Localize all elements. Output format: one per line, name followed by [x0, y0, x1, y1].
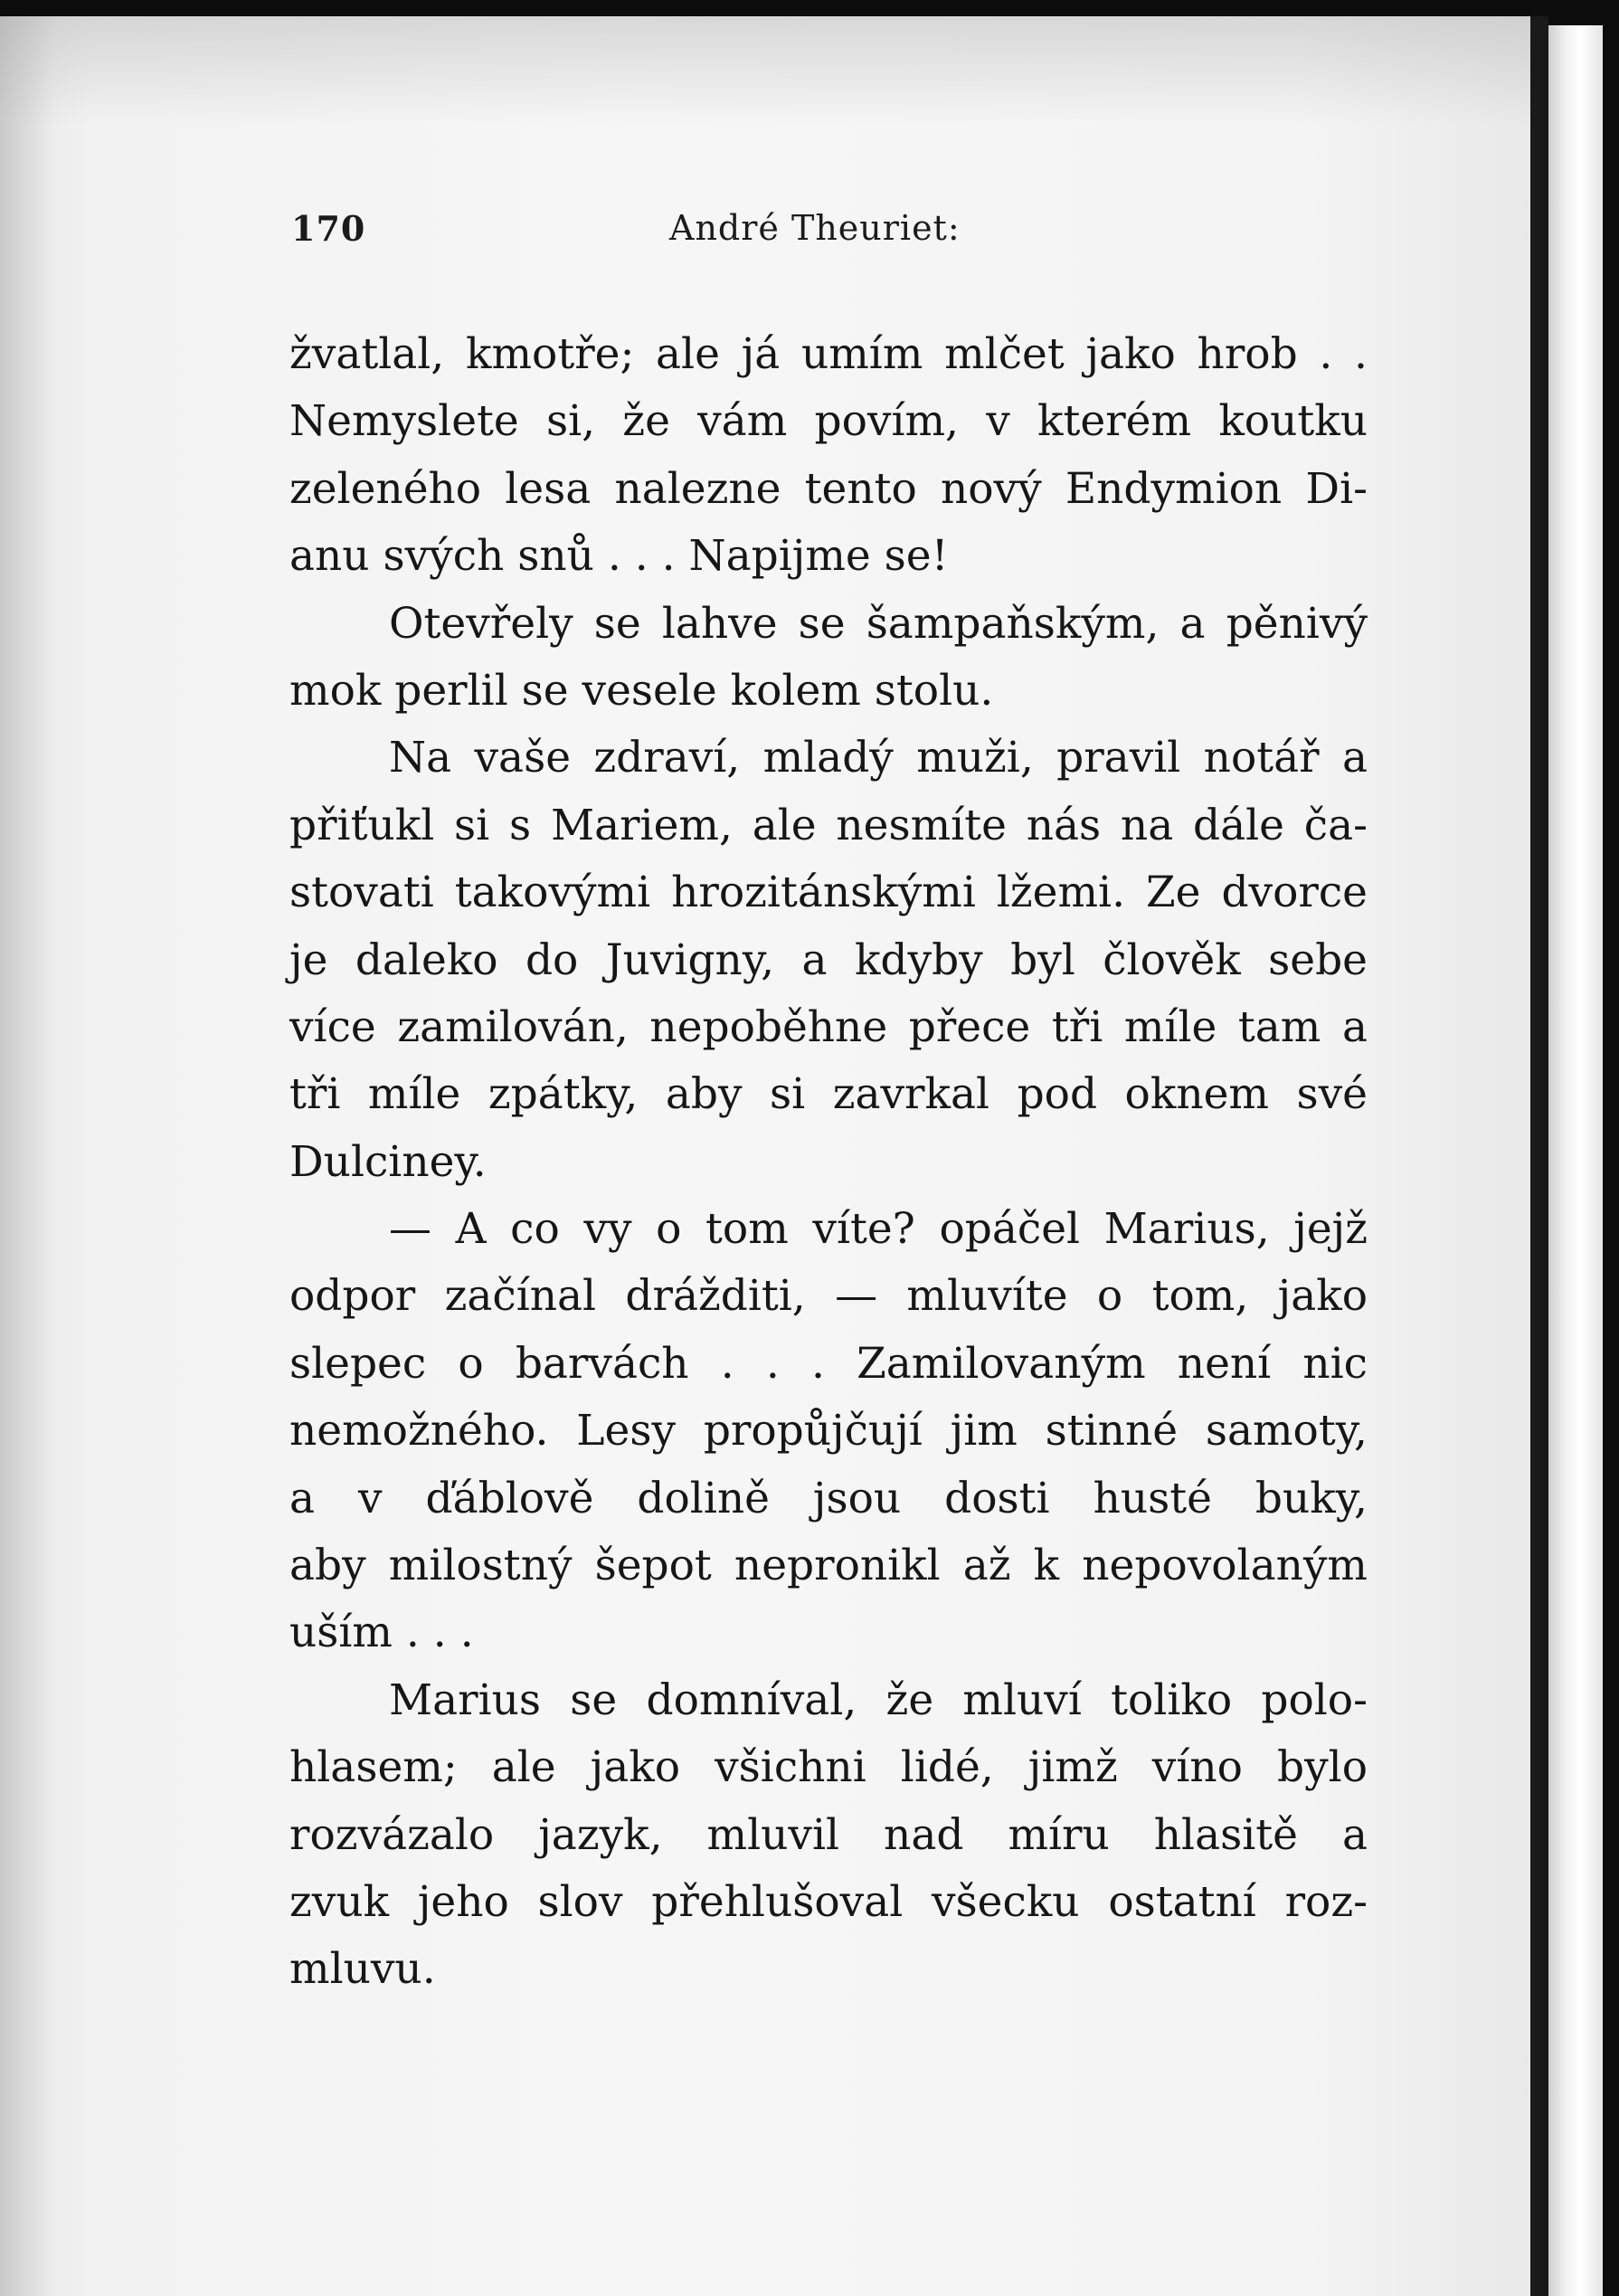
text-line: Otevřely se lahve se šampaňským, a pěnivý	[389, 598, 1368, 649]
text-line: je daleko do Juvigny, a kdyby byl člověk sebe	[289, 935, 1368, 985]
text-line: Na vaše zdraví, mladý muži, pravil notář a	[389, 733, 1368, 783]
text-line: mluvu.	[289, 1944, 436, 1995]
text-line: Marius se domníval, že mluví toliko polo-	[389, 1675, 1368, 1725]
text-line: a v ďáblově dolině jsou dosti husté buky,	[289, 1473, 1368, 1523]
text-line: nemožného. Lesy propůjčují jim stinné samoty,	[289, 1406, 1368, 1456]
text-line: přiťukl si s Mariem, ale nesmíte nás na dále ča-	[289, 800, 1368, 850]
body-text	[289, 321, 1368, 2004]
text-line: — A co vy o tom víte? opáčel Marius, jejž	[389, 1204, 1368, 1255]
text-line: mok perlil se vesele kolem stolu.	[289, 665, 994, 716]
text-line: tři míle zpátky, aby si zavrkal pod oknem své	[289, 1069, 1368, 1120]
text-line: uším . . .	[289, 1608, 474, 1658]
text-line: zeleného lesa nalezne tento nový Endymion Di-	[289, 463, 1368, 514]
text-line: Nemyslete si, že vám povím, v kterém koutku	[289, 396, 1368, 447]
text-line: více zamilován, nepoběhne přece tři míle tam a	[289, 1001, 1368, 1052]
binding-shadow	[0, 16, 54, 2296]
text-line: hlasem; ale jako všichni lidé, jimž víno bylo	[289, 1742, 1368, 1793]
text-line: zvuk jeho slov přehlušoval všecku ostatní roz-	[289, 1876, 1368, 1927]
text-line: slepec o barvách . . . Zamilovaným není nic	[289, 1338, 1368, 1389]
text-line: žvatlal, kmotře; ale já umím mlčet jako hrob . .	[289, 329, 1368, 379]
text-line: aby milostný šepot nepronikl až k nepovolaným	[289, 1541, 1368, 1591]
text-line: anu svých snů . . . Napijme se!	[289, 531, 949, 582]
text-line: rozvázalo jazyk, mluvil nad míru hlasitě a	[289, 1809, 1368, 1860]
running-header	[291, 208, 1368, 262]
text-line: odpor začínal drážditi, — mluvíte o tom, jako	[289, 1271, 1368, 1322]
top-shadow	[0, 16, 1530, 125]
adjacent-page-edge	[1548, 25, 1603, 2296]
text-line: stovati takovými hrozitánskými lžemi. Ze dvorce	[289, 868, 1368, 918]
page-number: 170	[291, 208, 366, 249]
page-gutter	[1530, 16, 1548, 2296]
running-title: André Theuriet:	[669, 208, 961, 248]
text-line: Dulciney.	[289, 1136, 487, 1187]
